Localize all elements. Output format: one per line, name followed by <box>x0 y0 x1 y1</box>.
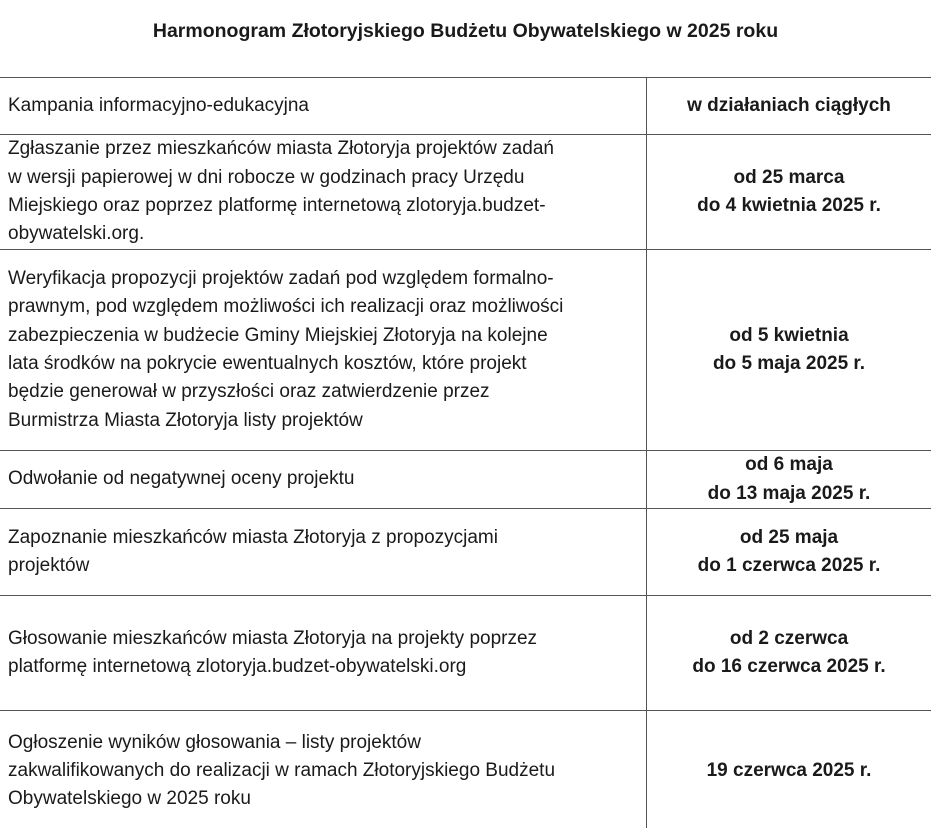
description-line: Zapoznanie mieszkańców miasta Złotoryja z propozycjami <box>8 524 638 552</box>
description-line: będzie generował w przyszłości oraz zatwierdzenie przez <box>8 378 638 406</box>
date-line: od 25 maja <box>655 524 923 552</box>
description-line: Głosowanie mieszkańców miasta Złotoryja na projekty poprzez <box>8 625 638 653</box>
table-row <box>0 711 931 828</box>
table-row <box>0 250 931 451</box>
description-line: Odwołanie od negatywnej oceny projektu <box>8 465 638 493</box>
stage-description <box>0 509 647 596</box>
stage-description <box>0 250 647 451</box>
schedule-table <box>0 77 931 828</box>
table-row <box>0 451 931 509</box>
stage-date <box>647 78 931 135</box>
stage-date <box>647 451 931 509</box>
stage-description <box>0 135 647 250</box>
table-row <box>0 596 931 711</box>
description-line: Miejskiego oraz poprzez platformę internetową zlotoryja.budzet- <box>8 192 638 220</box>
table-row <box>0 78 931 135</box>
description-line: Burmistrza Miasta Złotoryja listy projektów <box>8 407 638 435</box>
description-line: Obywatelskiego w 2025 roku <box>8 785 638 813</box>
date-line: od 25 marca <box>655 164 923 192</box>
date-line: do 5 maja 2025 r. <box>655 350 923 378</box>
description-line: Ogłoszenie wyników głosowania – listy projektów <box>8 729 638 757</box>
description-line: zakwalifikowanych do realizacji w ramach Złotoryjskiego Budżetu <box>8 757 638 785</box>
date-line: do 16 czerwca 2025 r. <box>655 653 923 681</box>
description-line: lata środków na pokrycie ewentualnych kosztów, które projekt <box>8 350 638 378</box>
description-line: zabezpieczenia w budżecie Gminy Miejskiej Złotoryja na kolejne <box>8 322 638 350</box>
date-line: do 1 czerwca 2025 r. <box>655 552 923 580</box>
date-line: od 5 kwietnia <box>655 322 923 350</box>
description-line: w wersji papierowej w dni robocze w godzinach pracy Urzędu <box>8 164 638 192</box>
description-line: platformę internetową zlotoryja.budzet-obywatelski.org <box>8 653 638 681</box>
stage-description <box>0 711 647 828</box>
date-line: od 2 czerwca <box>655 625 923 653</box>
stage-date <box>647 711 931 828</box>
stage-description <box>0 596 647 711</box>
description-line: prawnym, pod względem możliwości ich realizacji oraz możliwości <box>8 293 638 321</box>
description-line: projektów <box>8 552 638 580</box>
stage-date <box>647 135 931 250</box>
table-row <box>0 509 931 596</box>
date-line: 19 czerwca 2025 r. <box>655 757 923 785</box>
description-line: Weryfikacja propozycji projektów zadań pod względem formalno- <box>8 265 638 293</box>
table-row <box>0 135 931 250</box>
date-line: do 13 maja 2025 r. <box>655 480 923 508</box>
stage-date <box>647 596 931 711</box>
document-title: Harmonogram Złotoryjskiego Budżetu Obywatelskiego w 2025 roku <box>0 17 931 45</box>
stage-description <box>0 451 647 509</box>
description-line: obywatelski.org. <box>8 220 638 248</box>
stage-date <box>647 509 931 596</box>
stage-date <box>647 250 931 451</box>
description-line: Kampania informacyjno-edukacyjna <box>8 92 638 120</box>
stage-description <box>0 78 647 135</box>
date-line: w działaniach ciągłych <box>655 92 923 120</box>
date-line: do 4 kwietnia 2025 r. <box>655 192 923 220</box>
description-line: Zgłaszanie przez mieszkańców miasta Złotoryja projektów zadań <box>8 135 638 163</box>
date-line: od 6 maja <box>655 451 923 479</box>
